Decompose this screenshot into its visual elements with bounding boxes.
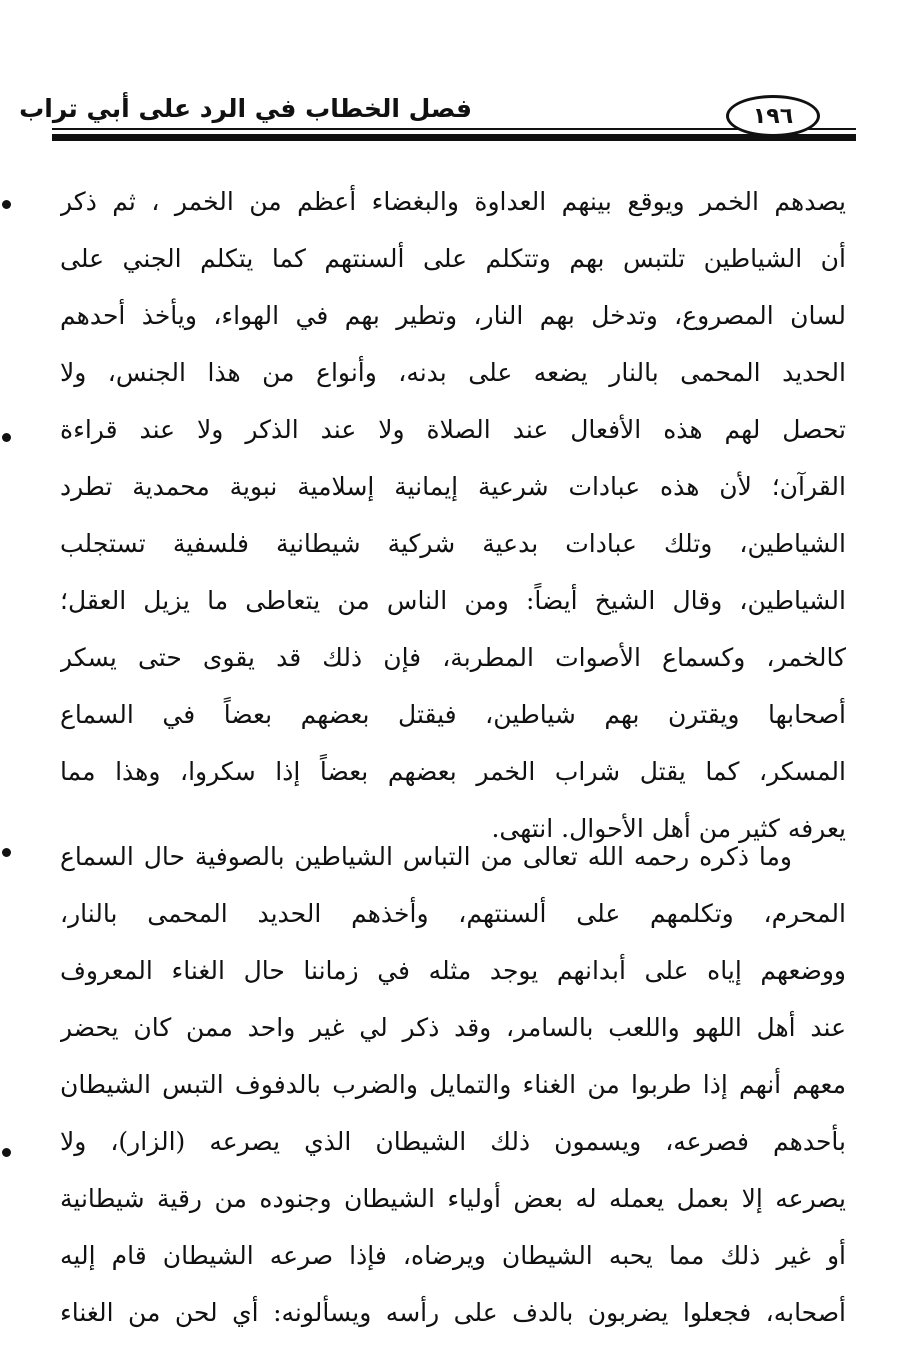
- text-line: كالخمر، وكسماع الأصوات المطربة، فإن ذلك قد يقوى حتى يسكر: [60, 643, 846, 672]
- text-line: أصحابه، فجعلوا يضربون بالدف على رأسه ويسألونه: أي لحن من الغناء: [60, 1298, 846, 1327]
- page-header: [19, 78, 856, 148]
- text-line: عند أهل اللهو واللعب بالسامر، وقد ذكر لي غير واحد ممن كان يحضر: [60, 1013, 846, 1042]
- margin-dot-mark: [2, 200, 11, 209]
- text-line: بأحدهم فصرعه، ويسمون ذلك الشيطان الذي يصرعه (الزار)، ولا: [60, 1127, 846, 1156]
- text-line: يعرفه كثير من أهل الأحوال. انتهى.: [491, 814, 846, 843]
- running-title: فصل الخطاب في الرد على أبي تراب: [19, 94, 472, 123]
- margin-dot-mark: [2, 1148, 11, 1157]
- text-line: الشياطين، وقال الشيخ أيضاً: ومن الناس من يتعاطى ما يزيل العقل؛: [60, 586, 846, 615]
- text-line: لسان المصروع، وتدخل بهم النار، وتطير بهم في الهواء، ويأخذ أحدهم: [60, 301, 846, 330]
- text-line: القرآن؛ لأن هذه عبادات شرعية إيمانية إسلامية نبوية محمدية تطرد: [60, 472, 846, 501]
- text-line: الحديد المحمى بالنار يضعه على بدنه، وأنواع من هذا الجنس، ولا: [60, 358, 846, 387]
- header-rule-thick: [52, 134, 856, 141]
- text-line: ووضعهم إياه على أبدانهم يوجد مثله في زماننا حال الغناء المعروف: [60, 956, 846, 985]
- page-number: ١٩٦: [726, 95, 820, 137]
- text-line: يصرعه إلا بعمل يعمله له بعض أولياء الشيطان وجنوده من رقية شيطانية: [60, 1184, 846, 1213]
- text-line: أن الشياطين تلتبس بهم وتتكلم على ألسنتهم كما يتكلم الجني على: [60, 244, 846, 273]
- paragraph-2: [60, 828, 846, 1341]
- text-line: الشياطين، وتلك عبادات بدعية شركية شيطانية فلسفية تستجلب: [60, 529, 846, 558]
- margin-dot-mark: [2, 848, 11, 857]
- text-line: أصحابها ويقترن بهم شياطين، فيقتل بعضهم بعضاً في السماع: [60, 700, 846, 729]
- paragraph-1: [60, 173, 846, 857]
- text-line: تحصل لهم هذه الأفعال عند الصلاة ولا عند الذكر ولا عند قراءة: [60, 415, 846, 444]
- text-line: أو غير ذلك مما يحبه الشيطان ويرضاه، فإذا صرعه الشيطان قام إليه: [60, 1241, 846, 1270]
- text-line: معهم أنهم إذا طربوا من الغناء والتمايل والضرب بالدفوف التبس الشيطان: [60, 1070, 846, 1099]
- text-line: المحرم، وتكلمهم على ألسنتهم، وأخذهم الحديد المحمى بالنار،: [60, 899, 846, 928]
- text-line: المسكر، كما يقتل شراب الخمر بعضهم بعضاً إذا سكروا، وهذا مما: [60, 757, 846, 786]
- text-line: وما ذكره رحمه الله تعالى من التباس الشياطين بالصوفية حال السماع: [60, 842, 792, 871]
- margin-dot-mark: [2, 433, 11, 442]
- text-line: يصدهم الخمر ويوقع بينهم العداوة والبغضاء أعظم من الخمر ، ثم ذكر: [60, 187, 846, 216]
